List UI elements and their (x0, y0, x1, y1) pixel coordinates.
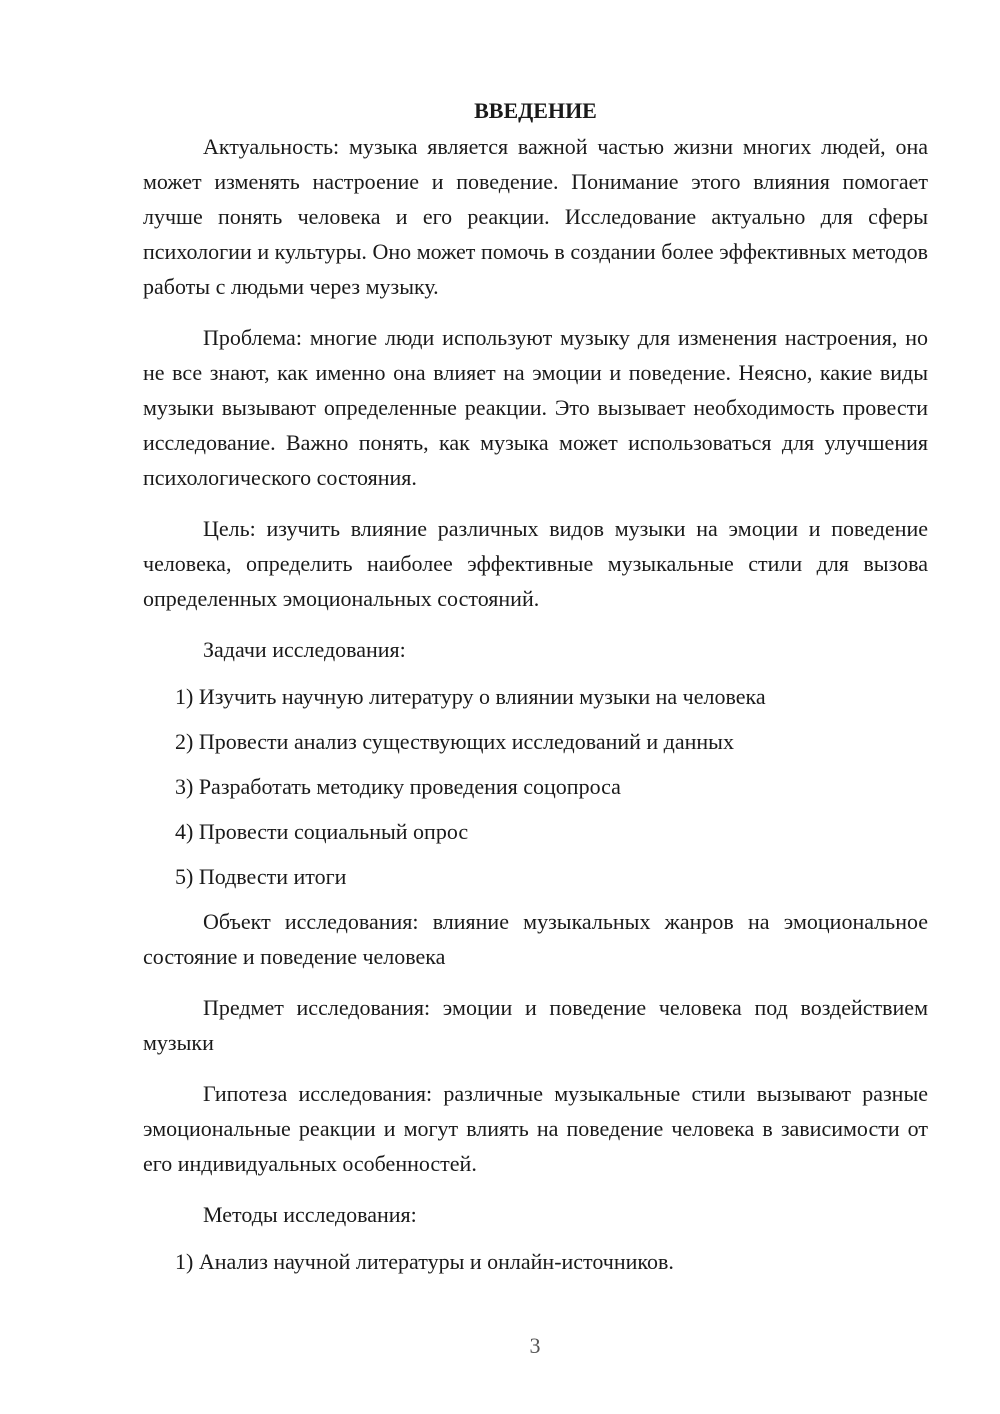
list-item: 3) Разработать методику проведения соцопроса (175, 774, 621, 799)
section-title-text: ВВЕДЕНИЕ (474, 98, 597, 123)
tasks-heading: Задачи исследования: (203, 637, 406, 662)
methods-list (143, 1244, 928, 1279)
page-number: 3 (529, 1333, 541, 1358)
object-paragraph: Объект исследования: влияние музыкальных жанров на эмоциональное состояние и поведение человека (143, 909, 928, 969)
list-item: 5) Подвести итоги (175, 864, 347, 889)
tasks-list (143, 679, 928, 894)
relevance-paragraph: Актуальность: музыка является важной частью жизни многих людей, она может изменять настроение и поведение. Понимание этого влияния помогает лучше понять человека и его реакции. Исследование актуально для сферы психологии и культуры. Оно может помочь в создании более эффективных методов работы с людьми через музыку. (143, 134, 928, 299)
document-page (143, 93, 928, 1289)
list-item: 2) Провести анализ существующих исследований и данных (175, 729, 734, 754)
problem-paragraph: Проблема: многие люди используют музыку для изменения настроения, но не все знают, как именно она влияет на эмоции и поведение. Неясно, какие виды музыки вызывают определенные реакции. Это вызывает необходимость провести исследование. Важно понять, как музыка может использоваться для улучшения психологического состояния. (143, 325, 928, 490)
goal-paragraph: Цель: изучить влияние различных видов музыки на эмоции и поведение человека, определить наиболее эффективные музыкальные стили для вызова определенных эмоциональных состояний. (143, 516, 928, 611)
list-item: 1) Изучить научную литературу о влиянии музыки на человека (175, 684, 766, 709)
subject-paragraph: Предмет исследования: эмоции и поведение человека под воздействием музыки (143, 995, 928, 1055)
methods-heading: Методы исследования: (203, 1202, 417, 1227)
list-item: 4) Провести социальный опрос (175, 819, 469, 844)
hypothesis-paragraph: Гипотеза исследования: различные музыкальные стили вызывают разные эмоциональные реакции и могут влиять на поведение человека в зависимости от его индивидуальных особенностей. (143, 1081, 928, 1176)
list-item: 1) Анализ научной литературы и онлайн-источников. (175, 1249, 674, 1274)
section-title (143, 93, 928, 128)
